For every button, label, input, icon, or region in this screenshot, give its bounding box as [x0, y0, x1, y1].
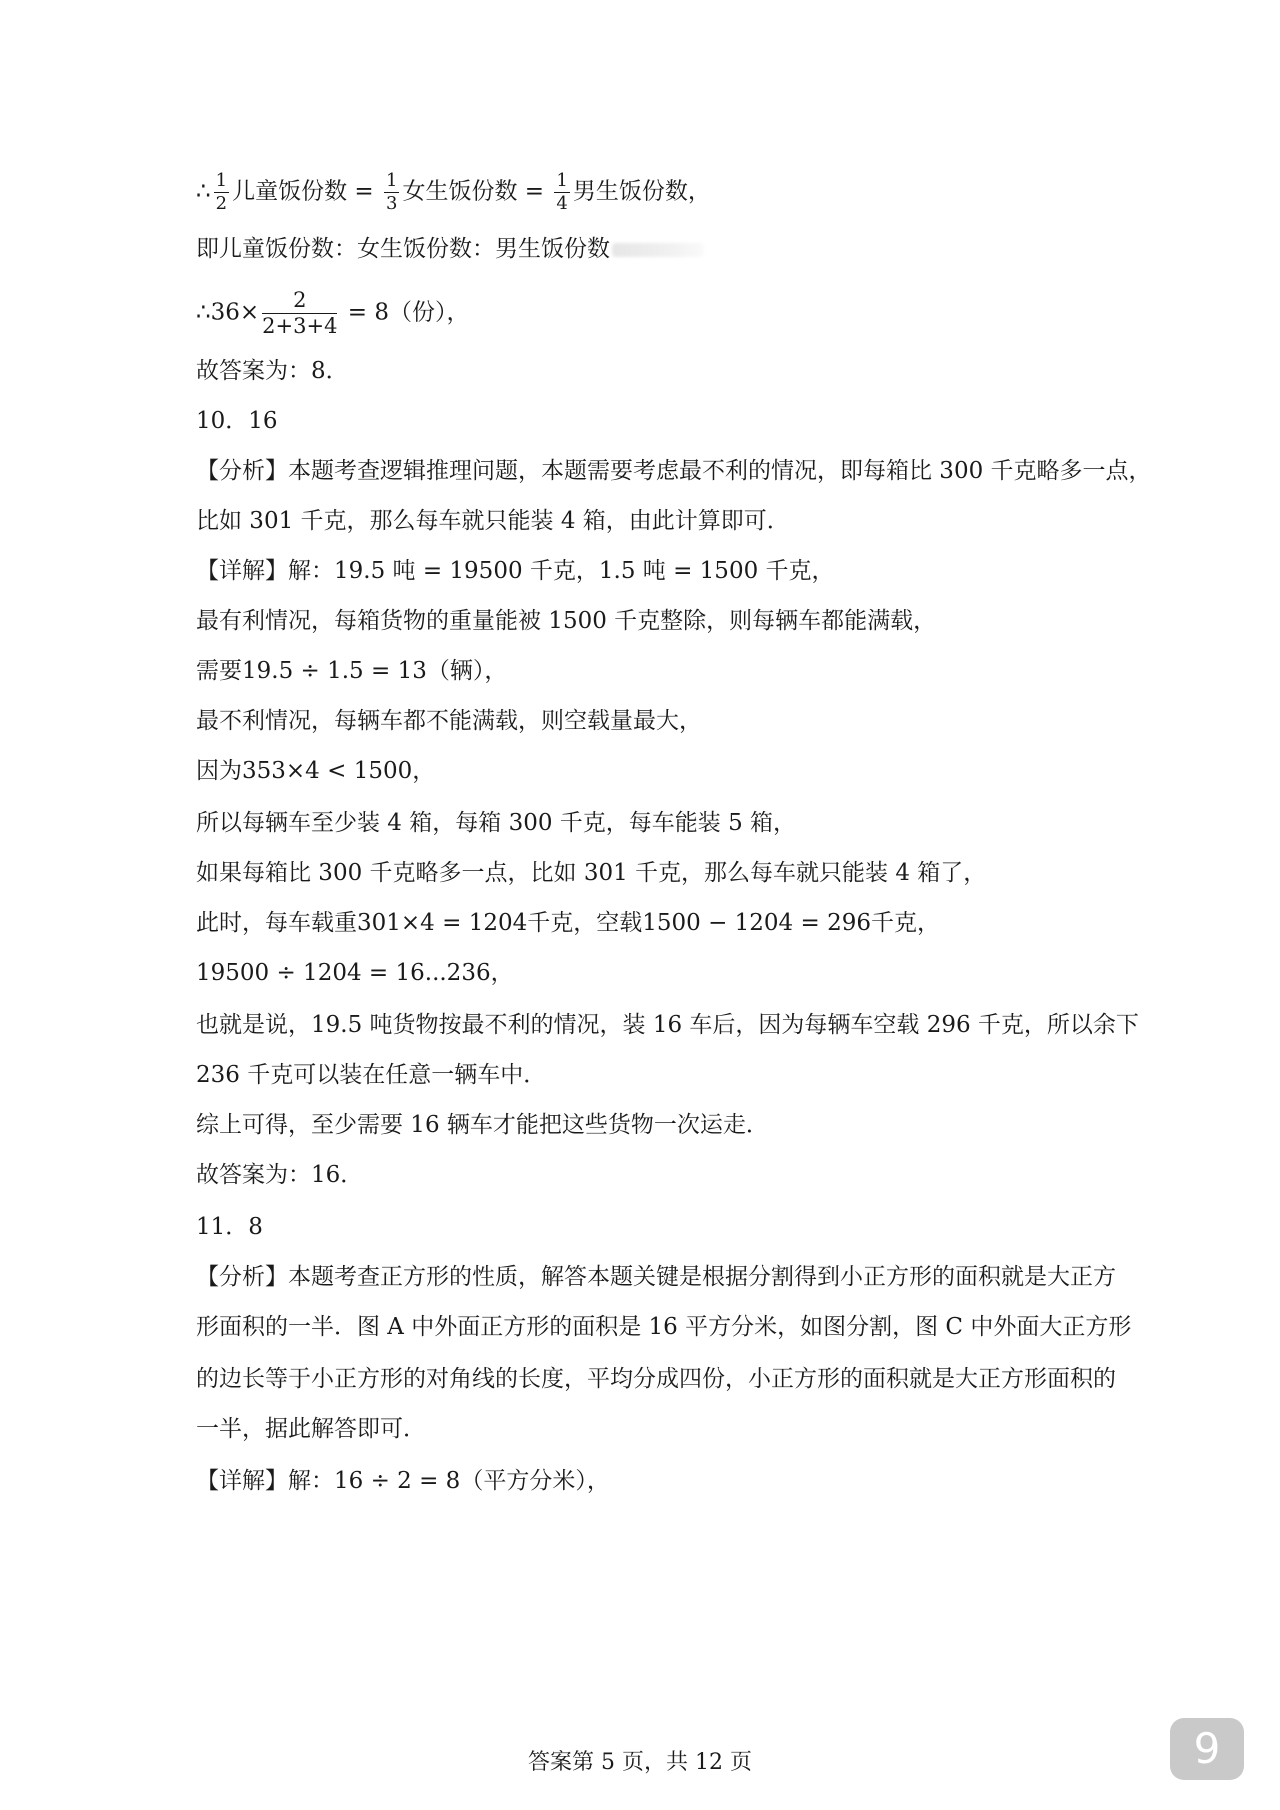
fraction-two-over-nine: $\frac{2}{2+3+4}$ — [262, 288, 338, 338]
analysis-line: 比如 301 千克，那么每车就只能装 4 箱，由此计算即可． — [196, 508, 790, 534]
solution-line: 也就是说，19.5 吨货物按最不利的情况，装 16 车后，因为每辆车空载 296 千克，所以余下 — [196, 1012, 1139, 1038]
solution-line: 最不利情况，每辆车都不能满载，则空载量最大， — [196, 708, 702, 734]
solution-line: 最有利情况，每箱货物的重量能被 1500 千克整除，则每辆车都能满载， — [196, 608, 937, 634]
solution-line: 19500 ÷ 1204 = 16...236， — [196, 960, 514, 986]
ratio-equation-line: ∴ $\frac{1}{2}$ 儿童饭份数 = $\frac{1}{3}$ 女生饭份数 = $\frac{1}{4}$ 男生饭份数， — [196, 170, 711, 214]
page-number-badge[interactable]: 9 — [1170, 1718, 1244, 1780]
fraction-one-quarter: $\frac{1}{4}$ — [556, 170, 568, 214]
analysis-line: 一半，据此解答即可． — [196, 1416, 426, 1442]
fraction-one-half: $\frac{1}{2}$ — [215, 170, 228, 214]
analysis-line: 【分析】本题考查正方形的性质，解答本题关键是根据分割得到小正方形的面积就是大正方 — [196, 1264, 1116, 1290]
question-number-line: 11．8 — [196, 1214, 263, 1240]
answer-line: 故答案为：8． — [196, 358, 349, 384]
solution-line: 此时，每车载重301×4 = 1204千克，空载1500 − 1204 = 296千克， — [196, 910, 940, 936]
solution-line: 【详解】解：19.5 吨 = 19500 千克，1.5 吨 = 1500 千克， — [196, 558, 835, 584]
therefore-symbol: ∴ — [196, 178, 211, 205]
question-number-line: 10．16 — [196, 408, 278, 434]
solution-line: 所以每辆车至少装 4 箱，每箱 300 千克，每车能装 5 箱， — [196, 810, 797, 836]
children-portion-calc-line: ∴36× $\frac{2}{2+3+4}$ = 8（份）， — [196, 288, 470, 338]
solution-line: 236 千克可以装在任意一辆车中． — [196, 1062, 547, 1088]
solution-line: 因为353×4 < 1500， — [196, 758, 436, 784]
fraction-one-third: $\frac{1}{3}$ — [386, 170, 398, 214]
solution-line: 【详解】解：16 ÷ 2 = 8（平方分米）， — [196, 1468, 610, 1494]
page-footer: 答案第 5 页，共 12 页 — [528, 1750, 752, 1775]
analysis-line: 形面积的一半．图 A 中外面正方形的面积是 16 平方分米，如图分割，图 C 中外面大正方形 — [196, 1314, 1132, 1340]
answer-line: 故答案为：16． — [196, 1162, 364, 1188]
solution-line: 需要19.5 ÷ 1.5 = 13（辆）， — [196, 658, 508, 684]
solution-line: 如果每箱比 300 千克略多一点，比如 301 千克，那么每车就只能装 4 箱了， — [196, 860, 987, 886]
solution-line: 综上可得，至少需要 16 辆车才能把这些货物一次运走． — [196, 1112, 769, 1138]
analysis-line: 【分析】本题考查逻辑推理问题，本题需要考虑最不利的情况，即每箱比 300 千克略多一点， — [196, 458, 1152, 484]
blurred-ratio-value — [612, 243, 704, 257]
analysis-line: 的边长等于小正方形的对角线的长度，平均分成四份，小正方形的面积就是大正方形面积的 — [196, 1366, 1116, 1392]
ratio-statement-line: 即儿童饭份数：女生饭份数：男生饭份数 — [196, 234, 1096, 264]
